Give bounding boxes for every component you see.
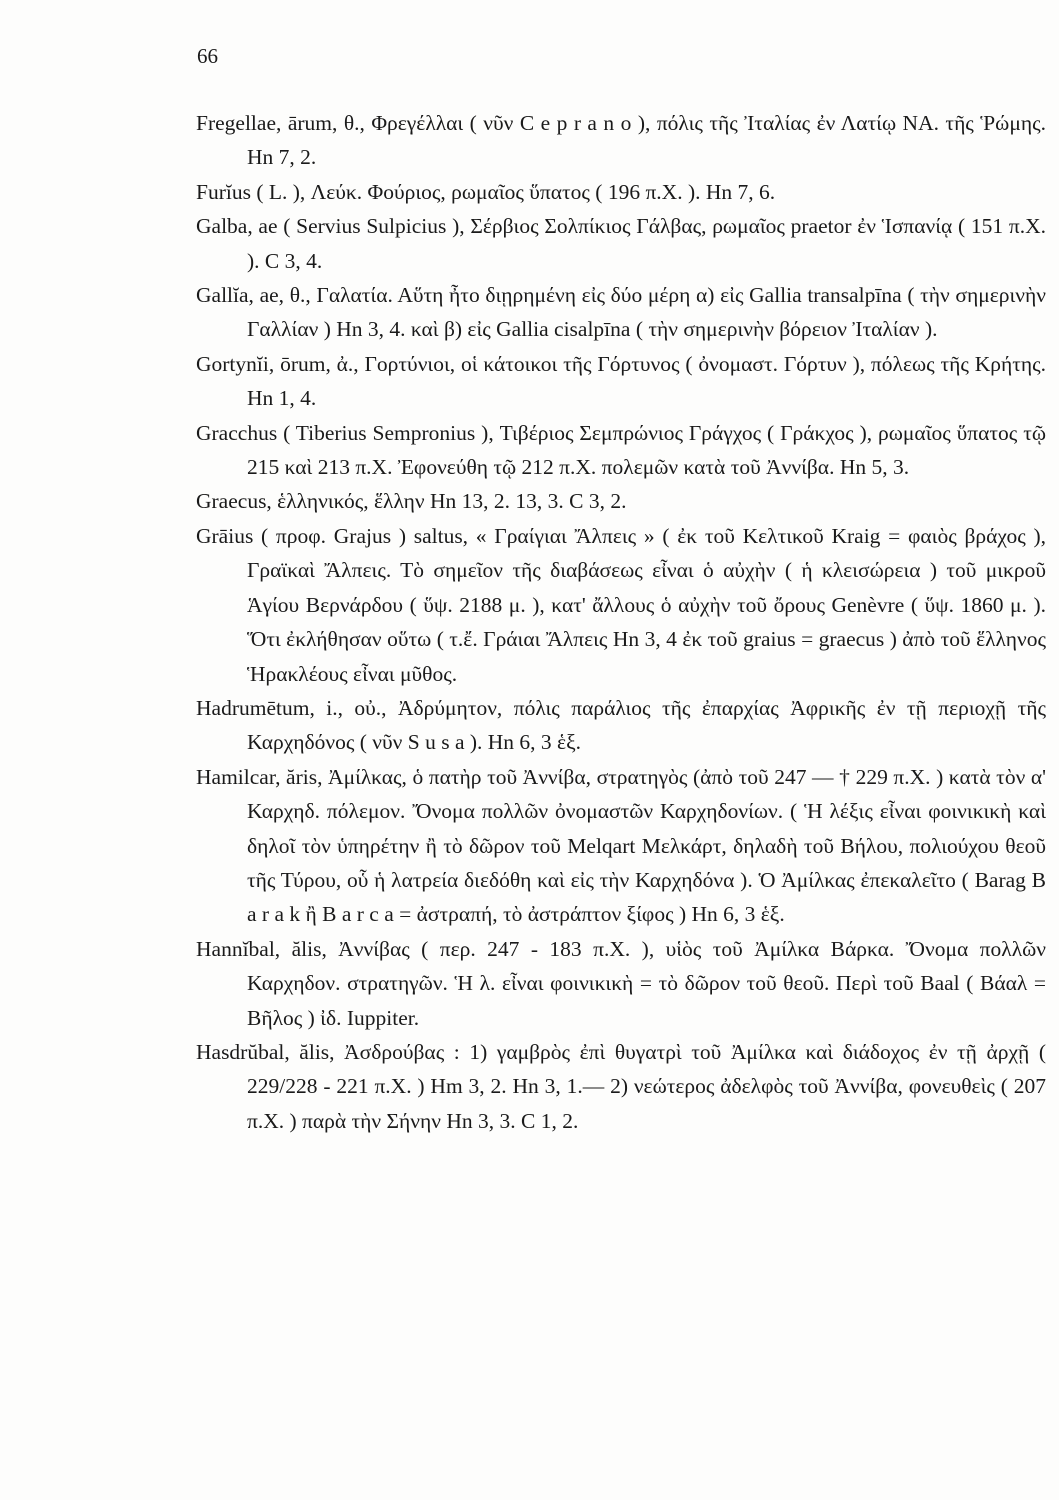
glossary-entry: Graecus, ἑλληνικός, ἕλλην Hn 13, 2. 13, 3. C 3, 2. <box>196 489 627 514</box>
glossary-entry: Hannĭbal, ălis, Ἀννίβας ( περ. 247 - 183 π.Χ. ), υἱὸς τοῦ Ἀμίλκα Βάρκα. Ὄνομα πολλῶν Καρχηδον. στρατηγῶν. Ἡ λ. εἶναι φοινικικὴ = τὸ δῶρον τοῦ θεοῦ. Περὶ τοῦ Baal ( Βάαλ = Βῆλος ) ἰδ. Iuppiter. <box>196 936 1046 1030</box>
glossary-entry: Grāius ( προφ. Grajus ) saltus, « Γραίγιαι Ἄλπεις » ( ἐκ τοῦ Κελτικοῦ Kraig = φαιὸς βράχος ), Γραϊκαὶ Ἄλπεις. Τὸ σημεῖον τῆς διαβάσεως εἶναι ὁ αὐχὴν ( ἡ κλεισώρεια ) τοῦ μικροῦ Ἁγίου Βερνάρδου ( ὕψ. 2188 μ. ), κατ' ἄλλους ὁ αὐχὴν τοῦ ὄρους Genèvre ( ὕψ. 1860 μ. ). Ὅτι ἐκλήθησαν οὕτω ( τ.ἔ. Γράιαι Ἄλπεις Hn 3, 4 ἐκ τοῦ graius = graecus ) ἀπὸ τοῦ ἕλληνος Ἡρακλέους εἶναι μῦθος. <box>196 523 1046 686</box>
glossary-entry: Furĭus ( L. ), Λεύκ. Φούριος, ρωμαῖος ὕπατος ( 196 π.Χ. ). Hn 7, 6. <box>196 179 776 204</box>
glossary-entry: Hamilcar, ăris, Ἀμίλκας, ὁ πατὴρ τοῦ Ἀννίβα, στρατηγὸς (ἀπὸ τοῦ 247 — † 229 π.Χ. ) κατὰ τὸν α' Καρχηδ. πόλεμον. Ὄνομα πολλῶν ὀνομαστῶν Καρχηδονίων. ( Ἡ λέξις εἶναι φοινικικὴ καὶ δηλοῖ τὸν ὑπηρέτην ἢ τὸ δῶρον τοῦ Melqart Μελκάρτ, δηλαδὴ τοῦ Βήλου, πολιούχου θεοῦ τῆς Τύρου, οὗ ἡ λατρεία διεδόθη καὶ εἰς τὴν Καρχηδόνα ). Ὁ Ἀμίλκας ἐπεκαλεῖτο ( Barag B a r a k ἢ B a r c a = ἀστραπή, τὸ ἀστράπτον ξίφος ) Hn 6, 3 ἑξ. <box>196 764 1046 927</box>
glossary-entry: Hadrumētum, i., οὐ., Ἀδρύμητον, πόλις παράλιος τῆς ἐπαρχίας Ἀφρικῆς ἐν τῇ περιοχῇ τῆς Καρχηδόνος ( νῦν S u s a ). Hn 6, 3 ἑξ. <box>196 695 1046 755</box>
glossary-entry: Galba, ae ( Servius Sulpicius ), Σέρβιος Σολπίκιος Γάλβας, ρωμαῖος praetor ἐν Ἱσπανίᾳ ( 151 π.Χ. ). C 3, 4. <box>196 214 1046 273</box>
glossary-entry: Gracchus ( Tiberius Sempronius ), Τιβέριος Σεμπρώνιος Γράγχος ( Γράκχος ), ρωμαῖος ὕπατος τῷ 215 καὶ 213 π.Χ. Ἐφονεύθη τῷ 212 π.Χ. πολεμῶν κατὰ τοῦ Ἀννίβα. Hn 5, 3. <box>196 420 1046 480</box>
glossary-entries <box>196 106 1046 1138</box>
page-number: 66 <box>197 44 218 68</box>
glossary-entry: Fregellae, ārum, θ., Φρεγέλλαι ( νῦν C e p r a n o ), πόλις τῆς Ἰταλίας ἐν Λατίῳ ΝΑ. τῆς Ῥώμης. Hn 7, 2. <box>196 111 1046 170</box>
glossary-entry: Gortynĭi, ōrum, ἀ., Γορτύνιοι, οἱ κάτοικοι τῆς Γόρτυνος ( ὀνομαστ. Γόρτυν ), πόλεως τῆς Κρήτης. Hn 1, 4. <box>196 351 1046 411</box>
glossary-entry: Hasdrŭbal, ălis, Ἀσδρούβας : 1) γαμβρὸς ἐπὶ θυγατρὶ τοῦ Ἀμίλκα καὶ διάδοχος ἐν τῇ ἀρχῇ ( 229/228 - 221 π.Χ. ) Hm 3, 2. Hn 3, 1.— 2) νεώτερος ἀδελφὸς τοῦ Ἀννίβα, φονευθεὶς ( 207 π.Χ. ) παρὰ τὴν Σήνην Hn 3, 3. C 1, 2. <box>196 1039 1046 1133</box>
glossary-entry: Gallĭa, ae, θ., Γαλατία. Αὕτη ἦτο διῃρημένη εἰς δύο μέρη α) εἰς Gallia transalpīna ( τὴν σημερινὴν Γαλλίαν ) Hn 3, 4. καὶ β) εἰς Gallia cisalpīna ( τὴν σημερινὴν βόρειον Ἰταλίαν ). <box>196 283 1046 342</box>
